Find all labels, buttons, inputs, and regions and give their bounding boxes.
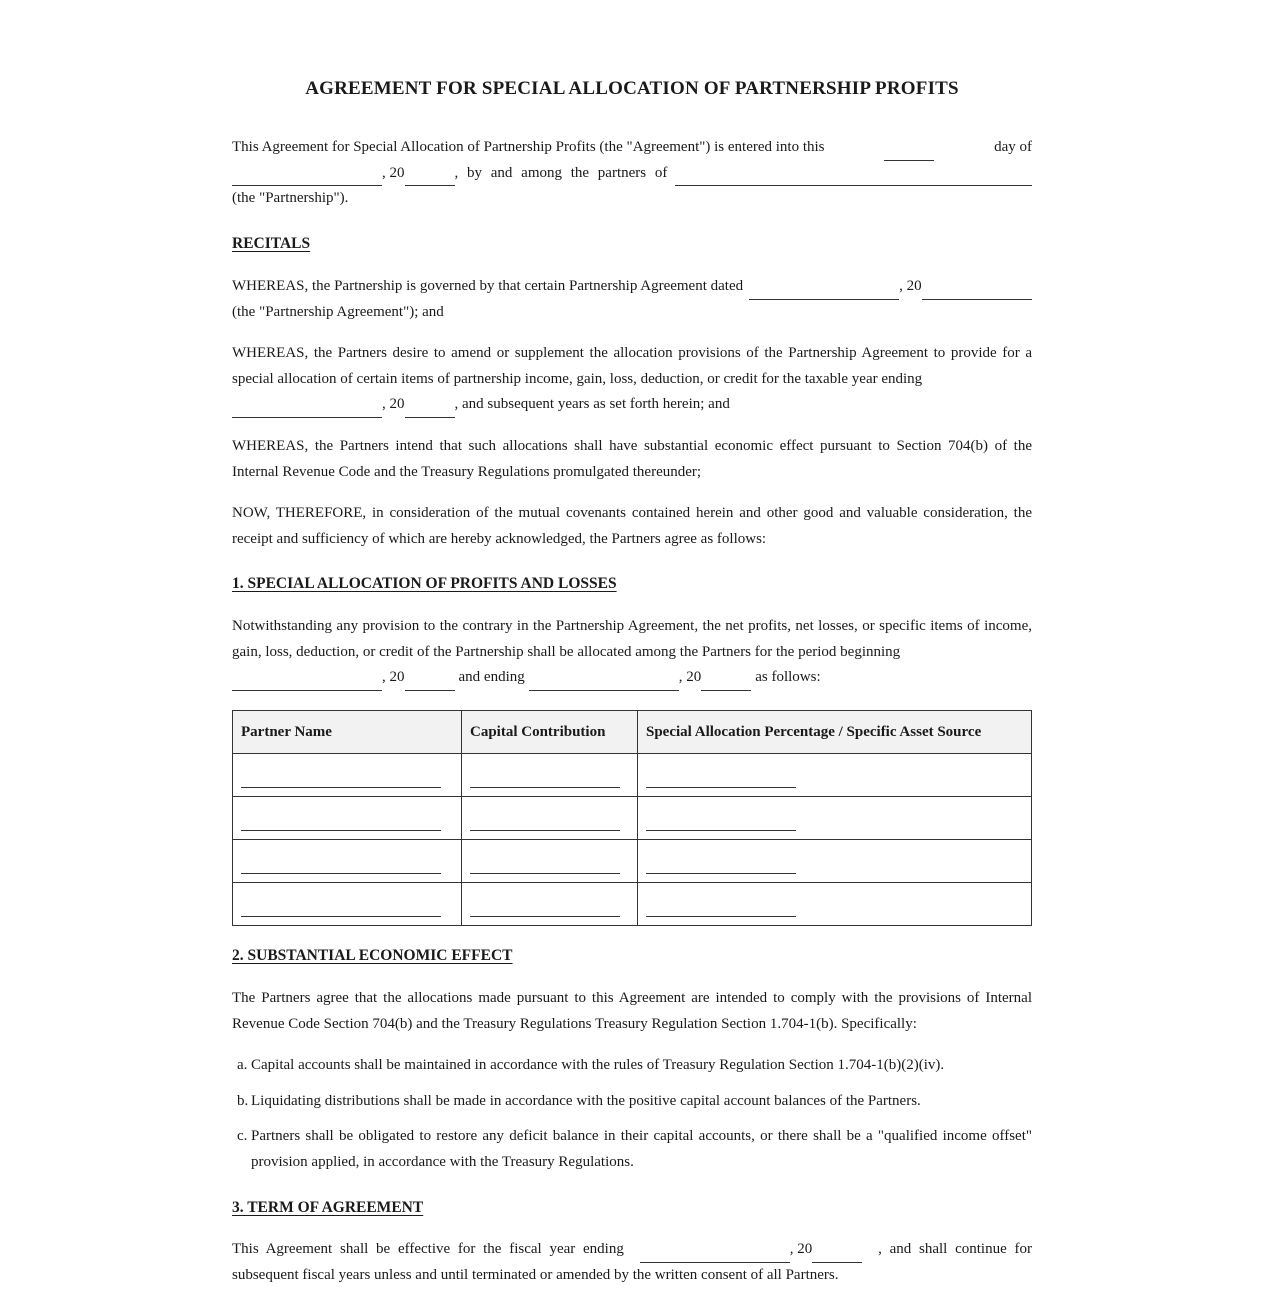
by-among-text: , by and among the partners of [454, 164, 668, 181]
year-prefix: , 20 [678, 669, 702, 685]
section-1-text: Notwithstanding any provision to the contrary in the Partnership Agreement, the net profits, net losses, or specific items of income, gain, loss, deduction, or credit of the Partnership shall be allocated among the Partners for the period beginning [232, 618, 1032, 660]
table-row [233, 883, 1032, 926]
capital-contribution-cell[interactable] [462, 840, 638, 883]
recitals-heading: RECITALS [232, 235, 311, 252]
list-item [232, 1089, 1032, 1115]
year-prefix: , 20 [382, 164, 405, 181]
intro-text: This Agreement for Special Allocation of Partnership Profits (the "Agreement") is entered into this [232, 139, 825, 155]
section-3-heading: 3. TERM OF AGREEMENT [232, 1199, 424, 1216]
section-1-heading: 1. SPECIAL ALLOCATION OF PROFITS AND LOSSES [232, 575, 617, 592]
table-row [233, 754, 1032, 797]
section-3-paragraph [232, 1237, 1032, 1288]
fiscal-year-blank[interactable] [812, 1246, 862, 1263]
partner-name-cell[interactable] [233, 883, 462, 926]
agreement-year-blank[interactable] [922, 283, 1032, 300]
list-item-text: Liquidating distributions shall be made in accordance with the positive capital account balances of the Partners. [251, 1092, 921, 1109]
day-of-text: day of [994, 139, 1032, 155]
section-3-text-mid: , and shall continue for [878, 1241, 1032, 1257]
whereas-1-end: (the "Partnership Agreement"); and [232, 303, 444, 320]
capital-contribution-cell[interactable] [462, 883, 638, 926]
now-therefore: NOW, THEREFORE, in consideration of the mutual covenants contained herein and other good and valuable consideration, the receipt and sufficiency of which are hereby acknowledged, the Partners agree as follows: [232, 505, 1032, 547]
year-prefix: , 20 [382, 396, 405, 412]
and-ending-text: and ending [458, 669, 525, 685]
list-item-text: Capital accounts shall be maintained in accordance with the rules of Treasury Regulation Section 1.704-1(b)(2)(iv). [251, 1057, 945, 1073]
agreement-date-blank[interactable] [749, 283, 899, 300]
period-begin-year-blank[interactable] [405, 674, 455, 691]
section-2-heading: 2. SUBSTANTIAL ECONOMIC EFFECT [232, 947, 513, 964]
section-3-text-end: subsequent fiscal years unless and until terminated or amended by the written consent of all Partners. [232, 1266, 839, 1283]
list-item-text: Partners shall be obligated to restore any deficit balance in their capital accounts, or there shall be a "qualified income offset" provision applied, in accordance with the Treasury Regulations. [251, 1128, 1032, 1170]
capital-contribution-cell[interactable] [462, 797, 638, 840]
whereas-2 [232, 341, 1032, 418]
partner-name-cell[interactable] [233, 754, 462, 797]
special-allocation-cell[interactable] [638, 797, 1032, 840]
capital-contribution-cell[interactable] [462, 754, 638, 797]
month-blank[interactable] [232, 169, 382, 186]
list-item [232, 1053, 1032, 1079]
whereas-1-text: WHEREAS, the Partnership is governed by that certain Partnership Agreement dated [232, 278, 744, 294]
year-prefix: , 20 [899, 278, 922, 294]
column-header-special-allocation: Special Allocation Percentage / Specific Asset Source [638, 711, 1032, 754]
intro-paragraph [232, 135, 1032, 212]
year-prefix: , 20 [382, 669, 405, 685]
table-header-row [233, 711, 1032, 754]
list-marker: a. [237, 1057, 248, 1073]
list-item [232, 1124, 1032, 1175]
section-3-text: This Agreement shall be effective for the fiscal year ending [232, 1241, 624, 1257]
partnership-name-blank[interactable] [675, 169, 1032, 186]
special-allocation-cell[interactable] [638, 840, 1032, 883]
special-allocation-cell[interactable] [638, 883, 1032, 926]
whereas-3: WHEREAS, the Partners intend that such allocations shall have substantial economic effect pursuant to Section 704(b) of the Internal Revenue Code and the Treasury Regulations promulgated thereunder; [232, 438, 1032, 480]
period-end-year-blank[interactable] [701, 674, 751, 691]
allocation-table [232, 710, 1032, 926]
whereas-2-text: WHEREAS, the Partners desire to amend or supplement the allocation provisions of the Partnership Agreement to provide for a special allocation of certain items of partnership income, gain, loss, deduction, or credit for the taxable year ending [232, 345, 1032, 387]
special-allocation-cell[interactable] [638, 754, 1032, 797]
list-marker: b. [237, 1092, 249, 1109]
as-follows-text: as follows: [755, 669, 821, 685]
partnership-label: (the "Partnership"). [232, 190, 349, 206]
whereas-1 [232, 274, 1032, 325]
column-header-partner-name: Partner Name [233, 711, 462, 754]
table-row [233, 840, 1032, 883]
period-end-date-blank[interactable] [529, 674, 679, 691]
document-title: AGREEMENT FOR SPECIAL ALLOCATION OF PARTNERSHIP PROFITS [305, 78, 959, 99]
fiscal-year-end-date-blank[interactable] [640, 1246, 790, 1263]
list-marker: c. [237, 1128, 248, 1144]
year-prefix: , 20 [789, 1241, 813, 1257]
period-begin-date-blank[interactable] [232, 674, 382, 691]
table-row [233, 797, 1032, 840]
partner-name-cell[interactable] [233, 797, 462, 840]
taxable-year-date-blank[interactable] [232, 401, 382, 418]
column-header-capital-contribution: Capital Contribution [462, 711, 638, 754]
taxable-year-blank[interactable] [405, 401, 455, 418]
whereas-2-end: , and subsequent years as set forth herein; and [454, 396, 730, 412]
section-2-paragraph: The Partners agree that the allocations made pursuant to this Agreement are intended to comply with the provisions of Internal Revenue Code Section 704(b) and the Treasury Regulations Treasury Regulation Section 1.704-1(b). Specifically: [232, 990, 1032, 1032]
partner-name-cell[interactable] [233, 840, 462, 883]
section-2-list [232, 1053, 1032, 1175]
day-blank[interactable] [884, 144, 934, 161]
section-1-paragraph [232, 614, 1032, 691]
year-blank[interactable] [405, 169, 455, 186]
